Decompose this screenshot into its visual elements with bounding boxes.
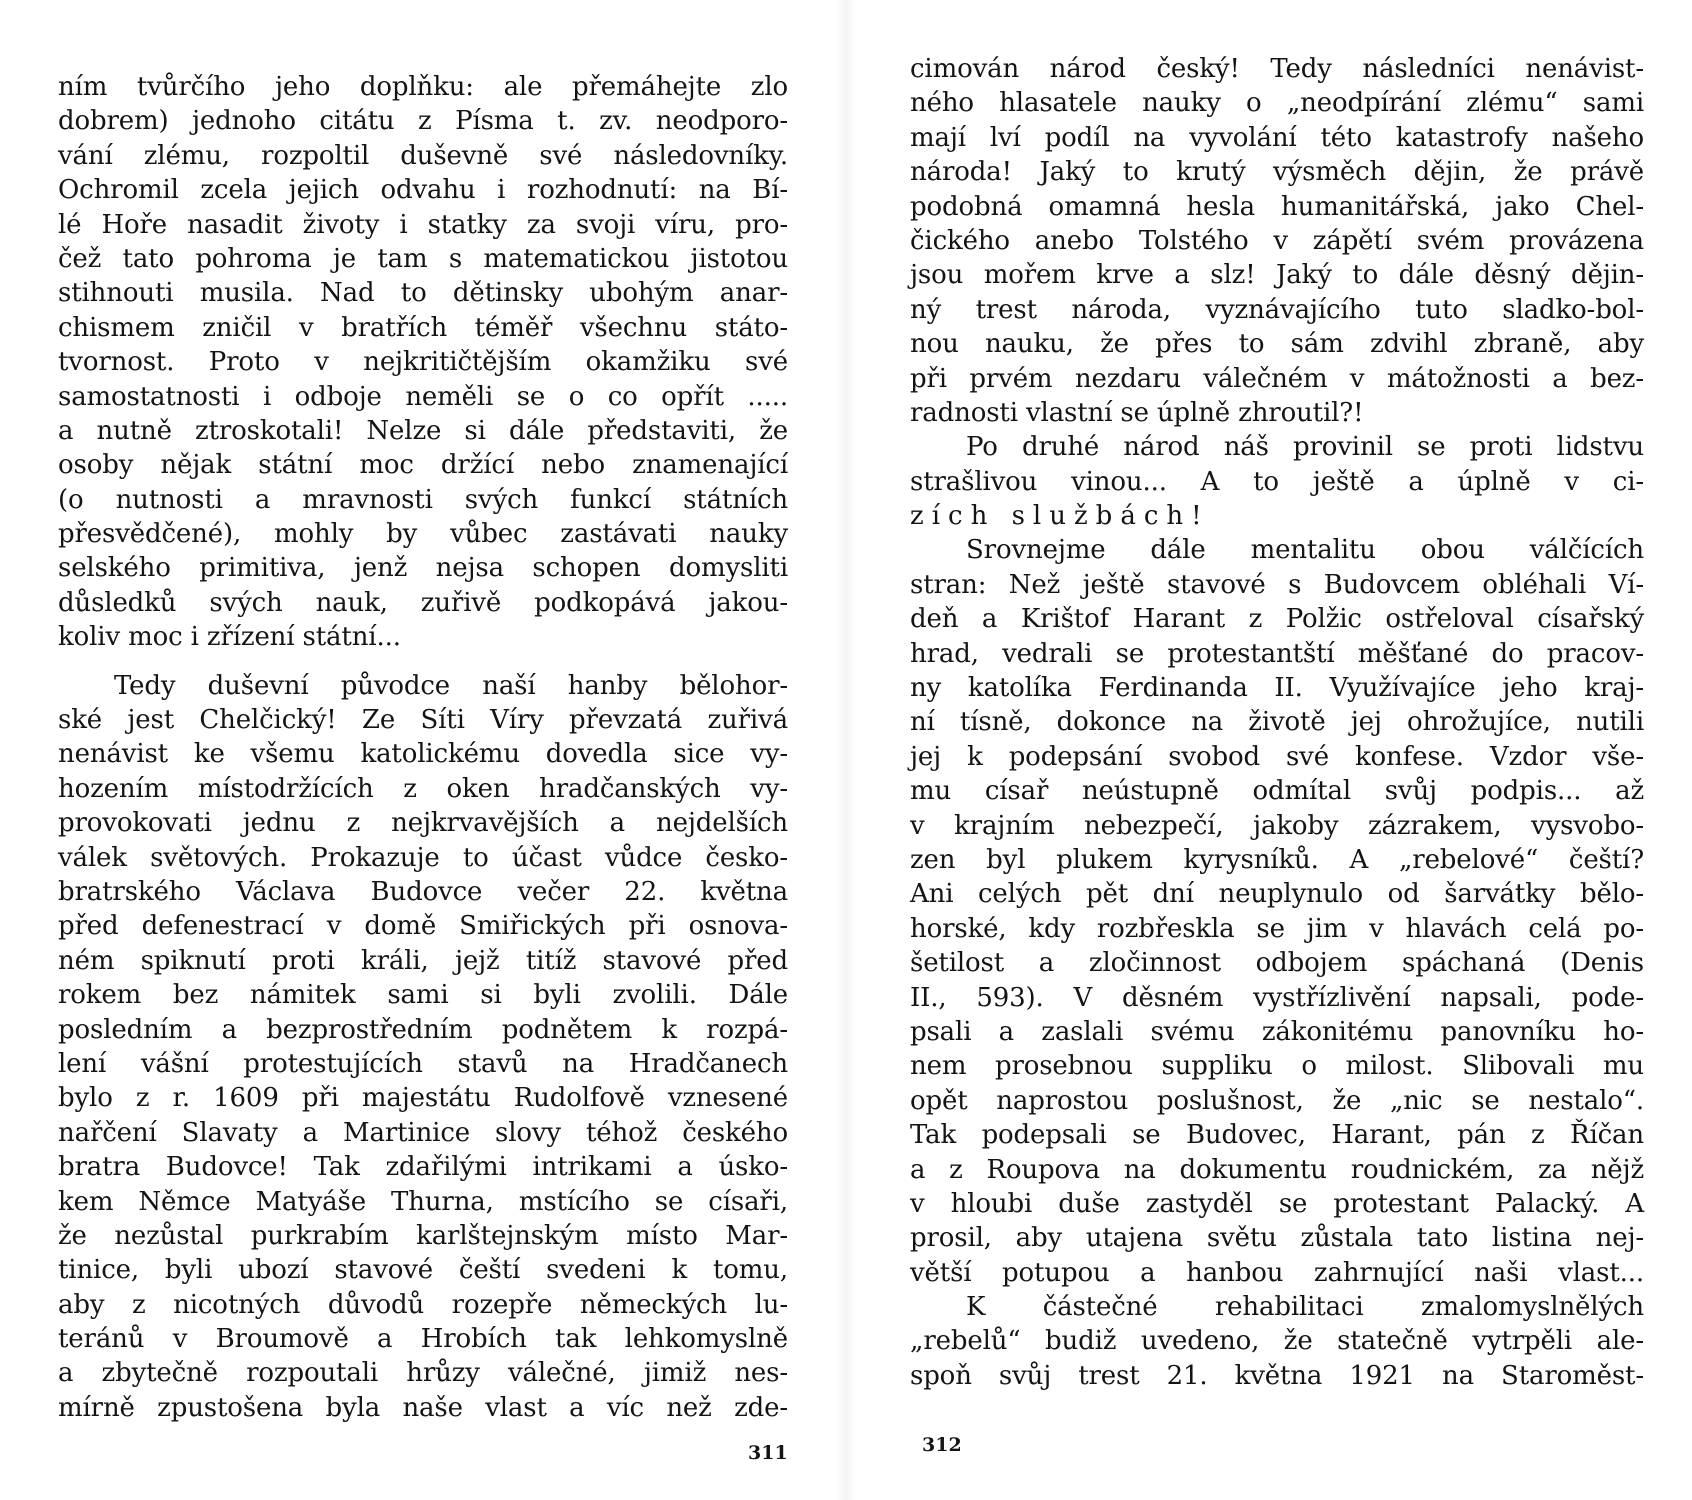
text-line: horské, kdy rozbřeskla se jim v hlavách celá po- — [910, 913, 1644, 944]
text-line: dobrem) jednoho citátu z Písma t. zv. neodporo- — [58, 106, 788, 137]
left-page-text — [58, 70, 788, 1425]
text-line: selského primitiva, jenž nejsa schopen domysliti — [58, 553, 788, 584]
text-line: bratra Budovce! Tak zdařilými intrikami a úsko- — [58, 1152, 788, 1183]
text-line: v krajním nebezpečí, jakoby zázrakem, vysvobo- — [910, 810, 1644, 841]
page-number: 311 — [748, 1442, 788, 1464]
text-line: (o nutnosti a mravnosti svých funkcí státních — [58, 484, 788, 515]
text-line: ní tísně, dokonce na životě jej ohrožujíce, nutili — [910, 707, 1644, 738]
text-line: ny katolíka Ferdinanda II. Využívajíce jeho kraj- — [910, 673, 1644, 704]
text-line: a z Roupova na dokumentu roudnickém, za nějž — [910, 1154, 1644, 1185]
text-line: a nutně ztroskotali! Nelze si dále představiti, že — [58, 415, 788, 446]
text-line: v hloubi duše zastyděl se protestant Palacký. A — [910, 1188, 1644, 1219]
text-line: rokem bez námitek sami si byli zvolili. Dále — [58, 980, 788, 1011]
text-line: lení vášní protestujících stavů na Hradčanech — [58, 1048, 788, 1079]
page-number: 312 — [922, 1434, 962, 1456]
text-line: vání zlému, rozpoltil duševně své následovníky. — [58, 140, 788, 171]
text-line: ný trest národa, vyznávajícího tuto sladko-bol- — [910, 294, 1644, 325]
text-line: mají lví podíl na vyvolání této katastrofy našeho — [910, 122, 1644, 153]
right-page — [846, 0, 1692, 1500]
text-line: prosil, aby utajena světu zůstala tato listina nej- — [910, 1223, 1644, 1254]
text-line: stihnouti musila. Nad to dětinsky ubohým anar- — [58, 278, 788, 309]
text-line: spoň svůj trest 21. května 1921 na Staroměst- — [910, 1360, 1644, 1391]
text-line: čež tato pohroma je tam s matematickou jistotou — [58, 243, 788, 274]
right-page-text — [910, 52, 1644, 1393]
text-line: nem prosebnou suppliku o milost. Slibovali mu — [910, 1051, 1644, 1082]
text-line: bratrského Václava Budovce večer 22. května — [58, 876, 788, 907]
text-line: osoby nějak státní moc držící nebo znamenající — [58, 450, 788, 481]
text-line: deň a Krištof Harant z Polžic ostřeloval císařský — [910, 604, 1644, 635]
text-line: Ochromil zcela jejich odvahu i rozhodnutí: na Bí- — [58, 175, 788, 206]
text-line: čického anebo Tolstého v zápětí svém provázena — [910, 225, 1644, 256]
text-line: hozením místodržících z oken hradčanských vy- — [58, 773, 788, 804]
text-line: před defenestrací v domě Smiřických při osnova- — [58, 911, 788, 942]
text-line: jsou mořem krve a slz! Jaký to dále děsný dějin- — [910, 260, 1644, 291]
text-line: radnosti vlastní se úplně zhroutil?! — [910, 397, 1364, 428]
text-line: přesvědčené), mohly by vůbec zastávati nauky — [58, 519, 788, 550]
text-line: mírně zpustošena byla naše vlast a víc než zde- — [58, 1392, 788, 1423]
text-line: jej k podepsání svobod své konfese. Vzdor vše- — [910, 741, 1644, 772]
text-line: hrad, vedrali se protestantští měšťané do pracov- — [910, 638, 1644, 669]
text-line: národa! Jaký to krutý výsměch dějin, že právě — [910, 157, 1644, 188]
text-line: lé Hoře nasadit životy i statky za svoji víru, pro- — [58, 209, 788, 240]
text-line: provokovati jednu z nejkrvavějších a nejdelších — [58, 808, 788, 839]
text-line: koliv moc i zřízení státní... — [58, 622, 401, 653]
text-line: Ani celých pět dní neuplynulo od šarvátky bělo- — [910, 879, 1644, 910]
text-line: nařčení Slavaty a Martinice slovy téhož českého — [58, 1117, 788, 1148]
text-line: že nezůstal purkrabím karlštejnským místo Mar- — [58, 1220, 788, 1251]
text-line: opět naprostou poslušnost, že „nic se nestalo“. — [910, 1085, 1644, 1116]
text-line: Tak podepsali se Budovec, Harant, pán z Říčan — [910, 1120, 1644, 1151]
text-line: a zbytečně rozpoutali hrůzy válečné, jimiž nes- — [58, 1358, 788, 1389]
text-line: stran: Než ještě stavové s Budovcem obléhali Ví- — [910, 569, 1644, 600]
text-line: II., 593). V děsném vystřízlivění napsali, pode- — [910, 982, 1644, 1013]
text-line: psali a zaslali svému zákonitému panovníku ho- — [910, 1016, 1644, 1047]
text-line: cimován národ český! Tedy následníci nenávist- — [910, 54, 1644, 84]
text-line: samostatnosti i odboje neměli se o co opřít ..... — [58, 381, 788, 412]
text-line: nou nauku, že přes to sám zdvihl zbraně, aby — [910, 329, 1644, 360]
text-line: nenávist ke všemu katolickému dovedla sice vy- — [58, 739, 788, 770]
text-line: strašlivou vinou... A to ještě a úplně v ci- — [910, 466, 1644, 497]
text-line: důsledků svých nauk, zuřivě podkopává jakou- — [58, 587, 788, 618]
text-line: podobná omamná hesla humanitářská, jako Chel- — [910, 191, 1644, 222]
text-line: zích službách! — [910, 501, 1210, 532]
text-line: při prvém nezdaru válečném v mátožnosti a bez- — [910, 363, 1644, 394]
text-line: válek světových. Prokazuje to účast vůdce česko- — [58, 842, 788, 873]
text-line: Srovnejme dále mentalitu obou válčících — [966, 535, 1644, 566]
text-line: teránů v Broumově a Hrobích tak lehkomyslně — [58, 1324, 788, 1355]
text-line: tvornost. Proto v nejkritičtějším okamžiku své — [58, 347, 788, 378]
text-line: chismem zničil v bratřích téměř všechnu státo- — [58, 312, 788, 343]
text-line: ské jest Chelčický! Ze Síti Víry převzatá zuřivá — [58, 705, 788, 736]
text-line: mu císař neústupně odmítal svůj podpis... až — [910, 776, 1644, 807]
paragraph-gap — [58, 655, 788, 669]
text-line: větší potupou a hanbou zahrnující naši vlast... — [910, 1257, 1644, 1288]
text-line: ném spiknutí proti králi, jejž titíž stavové před — [58, 945, 788, 976]
text-line: Tedy duševní původce naší hanby bělohor- — [114, 670, 788, 701]
text-line: Po druhé národ náš provinil se proti lidstvu — [966, 432, 1644, 463]
text-line: ním tvůrčího jeho doplňku: ale přemáhejte zlo — [58, 72, 788, 102]
text-line: šetilost a zločinnost odbojem spáchaná (Denis — [910, 948, 1644, 979]
text-line: aby z nicotných důvodů rozepře německých lu- — [58, 1289, 788, 1320]
text-line: kem Němce Matyáše Thurna, mstícího se císaři, — [58, 1186, 788, 1217]
text-line: posledním a bezprostředním podnětem k rozpá- — [58, 1014, 788, 1045]
text-line: tinice, byli ubozí stavové čeští svedeni k tomu, — [58, 1255, 788, 1286]
text-line: ného hlasatele nauky o „neodpírání zlému“ sami — [910, 88, 1644, 119]
text-line: zen byl plukem kyrysníků. A „rebelové“ čeští? — [910, 844, 1644, 875]
text-line: K částečné rehabilitaci zmalomyslnělých — [966, 1292, 1644, 1323]
text-line: bylo z r. 1609 při majestátu Rudolfově vznesené — [58, 1083, 788, 1114]
text-line: „rebelů“ budiž uvedeno, že statečně vytrpěli ale- — [910, 1326, 1644, 1357]
